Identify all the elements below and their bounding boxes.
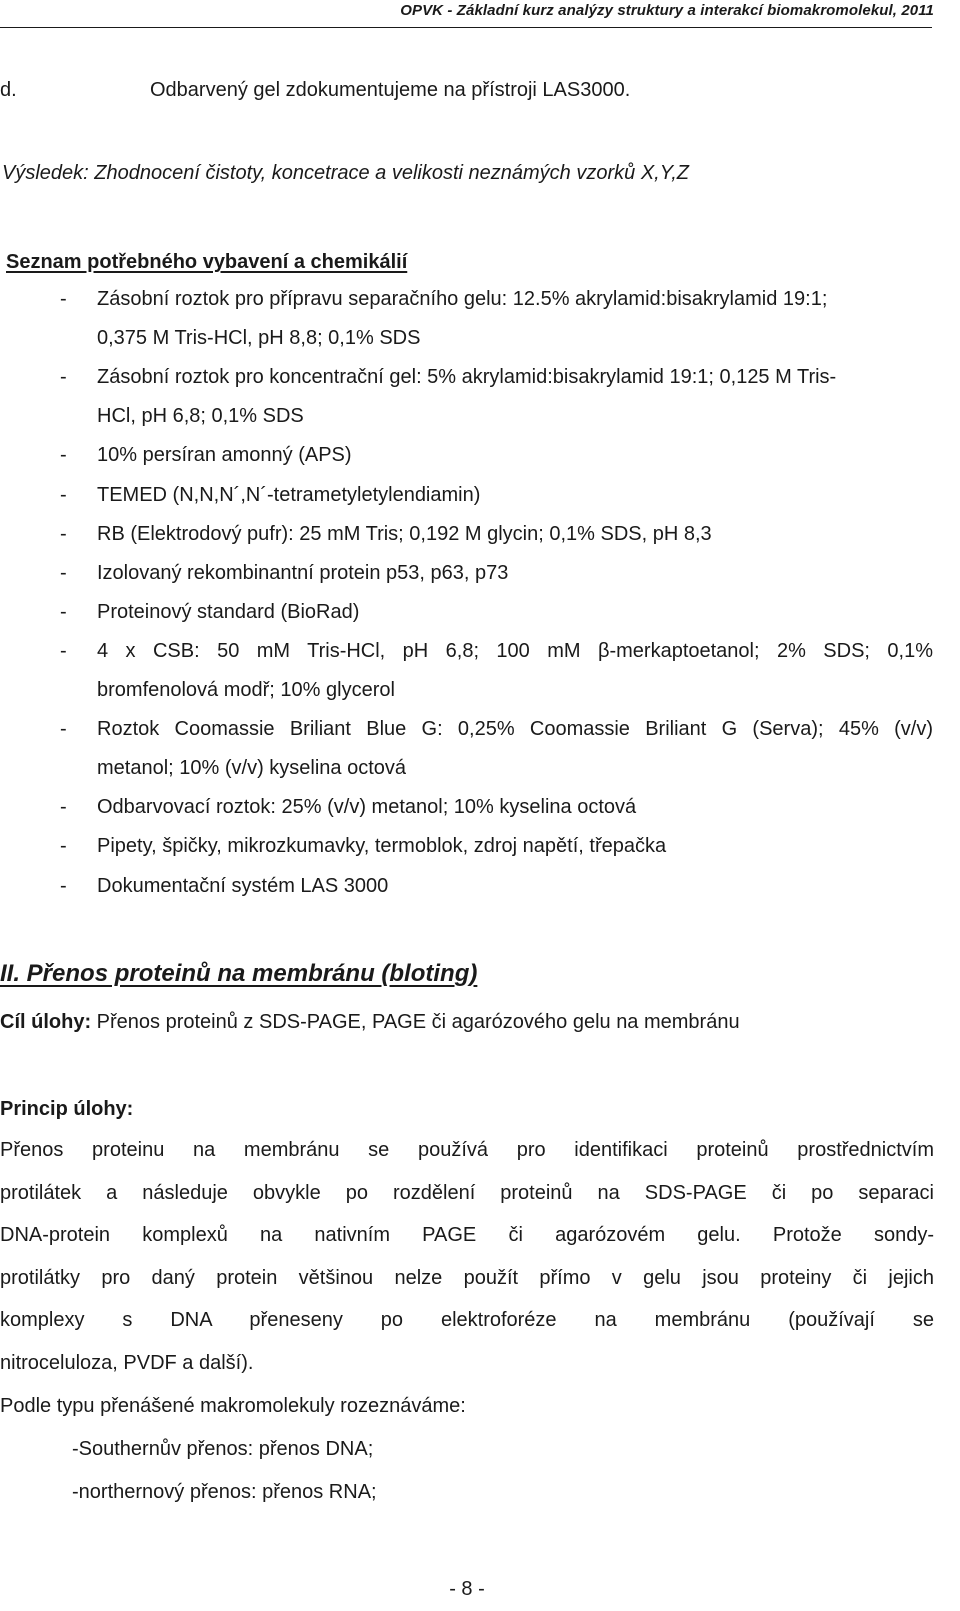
equipment-item: 10% persíran amonný (APS) [97, 444, 352, 466]
equipment-item: RB (Elektrodový pufr): 25 mM Tris; 0,192 M glycin; 0,1% SDS, pH 8,3 [97, 523, 712, 545]
running-header: OPVK - Základní kurz analýzy struktury a interakcí biomakromolekul, 2011 [400, 2, 934, 19]
equipment-heading: Seznam potřebného vybavení a chemikálií [6, 251, 408, 273]
list-dash: - [60, 875, 67, 897]
type-item: -northernový přenos: přenos RNA; [72, 1481, 377, 1503]
equipment-item: HCl, pH 6,8; 0,1% SDS [97, 405, 304, 427]
list-dash: - [60, 366, 67, 388]
list-dash: - [60, 484, 67, 506]
principle-line: protilátek a následuje obvykle po rozdělení proteinů na SDS-PAGE či po separaci [0, 1182, 934, 1204]
type-item: -Southernův přenos: přenos DNA; [72, 1438, 374, 1460]
list-dash: - [60, 523, 67, 545]
principle-line: nitroceluloza, PVDF a další). [0, 1352, 254, 1374]
principle-line: protilátky pro daný protein většinou nelze použít přímo v gelu jsou proteiny či jejich [0, 1267, 934, 1289]
equipment-item: bromfenolová modř; 10% glycerol [97, 679, 395, 701]
goal-line [0, 1010, 740, 1034]
equipment-item: Roztok Coomassie Briliant Blue G: 0,25% Coomassie Briliant G (Serva); 45% (v/v) [97, 718, 933, 740]
result-line: Výsledek: Zhodnocení čistoty, koncetrace a velikosti neznámých vzorků X,Y,Z [2, 162, 689, 184]
equipment-item: Dokumentační systém LAS 3000 [97, 875, 389, 897]
page-number: - 8 - [449, 1578, 485, 1600]
list-dash: - [60, 562, 67, 584]
principle-line: komplexy s DNA přeneseny po elektroforéze na membránu (používají se [0, 1309, 934, 1331]
list-dash: - [60, 640, 67, 662]
principle-line: DNA-protein komplexů na nativním PAGE či agarózovém gelu. Protože sondy- [0, 1224, 934, 1246]
equipment-item: 0,375 M Tris-HCl, pH 8,8; 0,1% SDS [97, 327, 421, 349]
equipment-item: Pipety, špičky, mikrozkumavky, termoblok, zdroj napětí, třepačka [97, 835, 667, 857]
equipment-item: TEMED (N,N,N´,N´-tetrametyletylendiamin) [97, 484, 481, 506]
types-intro: Podle typu přenášené makromolekuly rozeznáváme: [0, 1395, 466, 1417]
header-rule [0, 27, 932, 28]
step-d-text: Odbarvený gel zdokumentujeme na přístroji LAS3000. [150, 79, 631, 101]
equipment-item: Izolovaný rekombinantní protein p53, p63, p73 [97, 562, 509, 584]
principle-line: Přenos proteinu na membránu se používá pro identifikaci proteinů prostřednictvím [0, 1139, 934, 1161]
goal-text: Přenos proteinů z SDS-PAGE, PAGE či agarózového gelu na membránu [91, 1011, 740, 1033]
section-title: II. Přenos proteinů na membránu (bloting) [0, 960, 478, 987]
equipment-item: Proteinový standard (BioRad) [97, 601, 360, 623]
equipment-item: Zásobní roztok pro koncentrační gel: 5% akrylamid:bisakrylamid 19:1; 0,125 M Tris- [97, 366, 837, 388]
equipment-item: Zásobní roztok pro přípravu separačního gelu: 12.5% akrylamid:bisakrylamid 19:1; [97, 288, 828, 310]
list-dash: - [60, 444, 67, 466]
equipment-item: metanol; 10% (v/v) kyselina octová [97, 757, 407, 779]
list-dash: - [60, 796, 67, 818]
equipment-item: Odbarvovací roztok: 25% (v/v) metanol; 10% kyselina octová [97, 796, 637, 818]
list-dash: - [60, 288, 67, 310]
step-d-label: d. [0, 79, 17, 101]
principle-label: Princip úlohy: [0, 1098, 134, 1120]
equipment-item: 4 x CSB: 50 mM Tris-HCl, pH 6,8; 100 mM β-merkaptoetanol; 2% SDS; 0,1% [97, 640, 933, 662]
list-dash: - [60, 835, 67, 857]
list-dash: - [60, 601, 67, 623]
goal-label: Cíl úlohy: [0, 1011, 92, 1033]
list-dash: - [60, 718, 67, 740]
